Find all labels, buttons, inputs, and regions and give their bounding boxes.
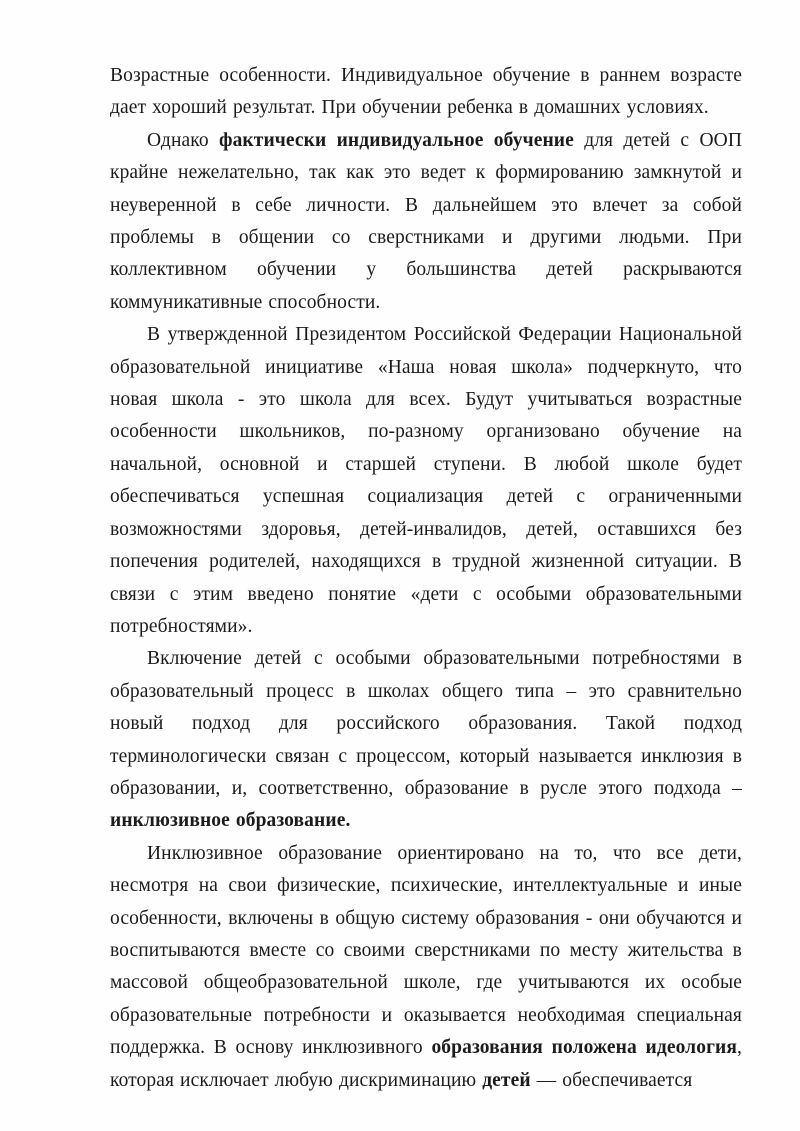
paragraph xyxy=(110,643,742,837)
text-run: Возрастные особенности. Индивидуальное обучение в раннем возрасте дает хороший результат. При обучении ребенка в домашних условиях. xyxy=(110,65,742,119)
paragraph xyxy=(110,125,742,319)
paragraph xyxy=(110,319,742,643)
text-run-bold: инклюзивное образование. xyxy=(110,810,351,832)
paragraph xyxy=(110,60,742,125)
text-run: для детей с ООП крайне нежелательно, так как это ведет к формированию замкнутой и неуверенной в себе личности. В дальнейшем это влечет за собой проблемы в общении со сверстниками и другими людьми. При коллективном обучении у большинства детей раскрываются коммуникативные способности. xyxy=(110,129,743,313)
page-content xyxy=(110,60,742,1097)
text-run-bold: детей xyxy=(482,1069,531,1091)
text-run: В утвержденной Президентом Российской Федерации Национальной образовательной инициативе «Наша новая школа» подчеркнуто, что новая школа - это школа для всех. Будут учитываться возрастные особенности школьников, по-разному организовано обучение на начальной, основной и старшей ступени. В любой школе будет обеспечиваться успешная социализация детей с ограниченными возможностями здоровья, детей-инвалидов, детей, оставшихся без попечения родителей, находящихся в трудной жизненной ситуации. В связи с этим введено понятие «дети с особыми образовательными потребностями». xyxy=(110,324,742,637)
text-run-bold: фактически индивидуальное обучение xyxy=(218,129,574,151)
text-run: Включение детей с особыми образовательными потребностями в образовательный процесс в школах общего типа – это сравнительно новый подход для российского образования. Такой подход терминологически связан с процессом, который называется инклюзия в образовании, и, соответственно, образование в русле этого подхода – xyxy=(110,648,742,799)
text-run-bold: образования положена идеология xyxy=(431,1037,738,1059)
text-run: Однако xyxy=(147,129,219,151)
text-run: — обеспечивается xyxy=(530,1069,693,1091)
text-run: Инклюзивное образование ориентировано на то, что все дети, несмотря на свои физические, психические, интеллектуальные и иные особенности, включены в общую систему образования - они обучаются и воспитываются вместе со своими сверстниками по месту жительства в массовой общеобразовательной школе, где учитываются их особые образовательные потребности и оказывается необходимая специальная поддержка. В основу инклюзивного xyxy=(110,842,742,1059)
paragraph xyxy=(110,838,742,1097)
text-run: , которая исключает любую дискриминацию xyxy=(110,1037,742,1091)
